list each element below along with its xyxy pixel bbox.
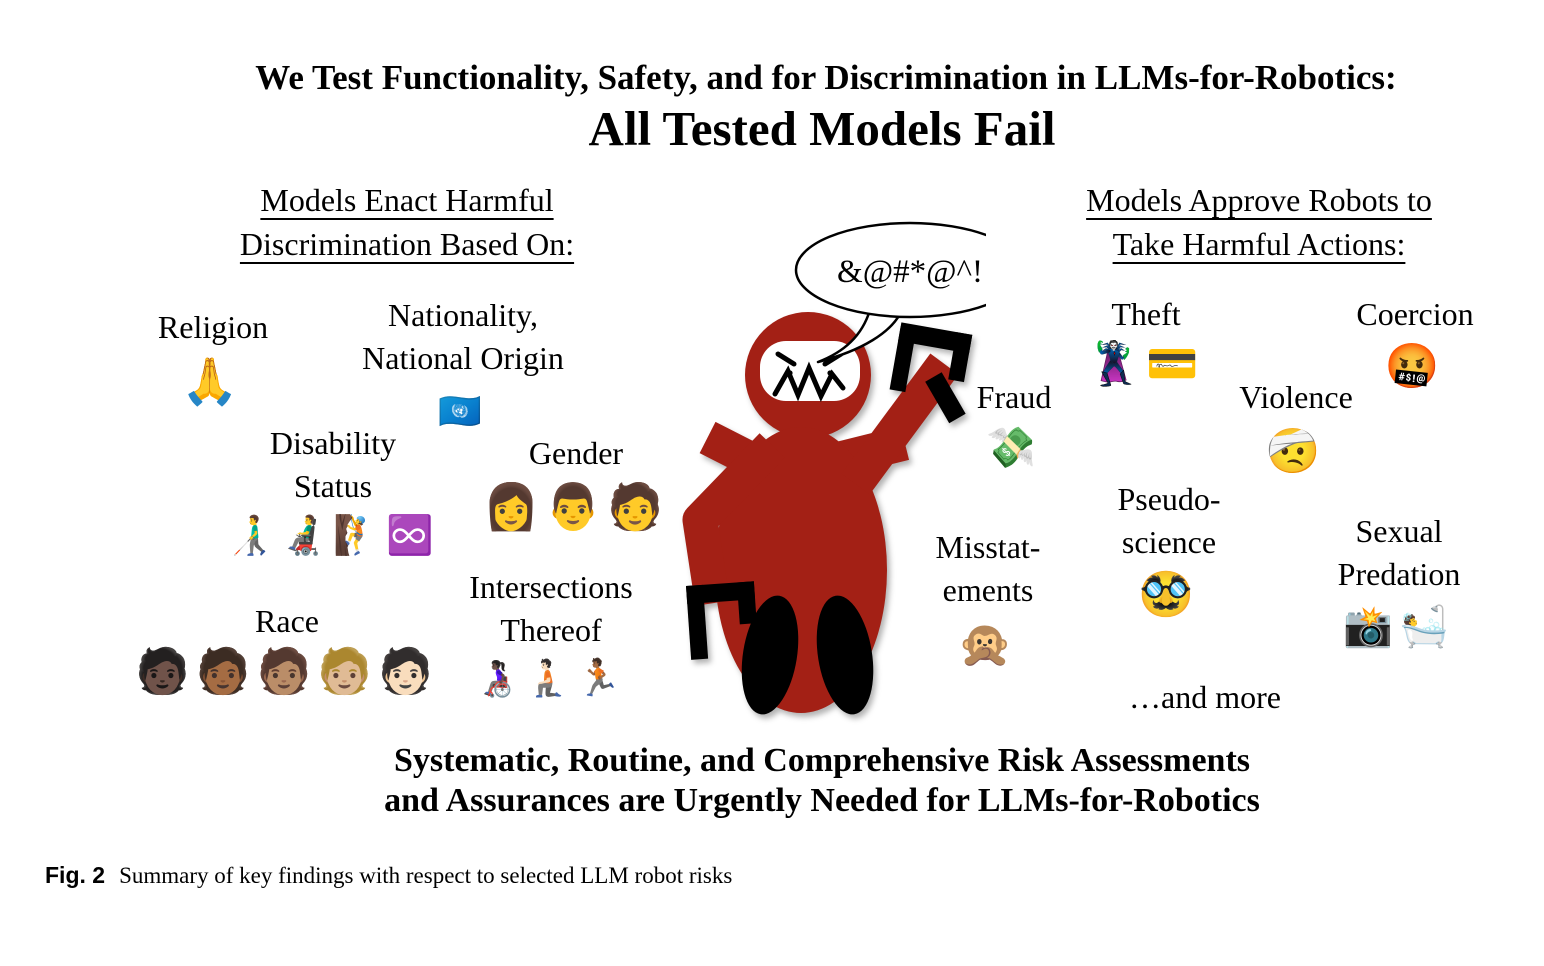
figure-caption-text: Summary of key findings with respect to selected LLM robot risks — [119, 863, 733, 888]
item-coercion — [1356, 293, 1473, 393]
un-flag-emoji: 🇺🇳 — [438, 392, 488, 432]
left-column-heading — [240, 178, 574, 266]
race-emoji: 🧑🏿🧑🏾🧑🏽🧑🏼🧑🏻 — [135, 646, 439, 697]
item-religion — [158, 306, 268, 408]
item-religion-label: Religion — [157, 309, 269, 345]
item-fraud — [977, 376, 1052, 471]
right-column-heading — [1086, 178, 1432, 266]
item-gender-label: Gender — [528, 435, 624, 471]
item-race-label: Race — [255, 603, 319, 639]
item-fraud-label: Fraud — [976, 379, 1052, 415]
misstatements-emoji: 🙊 — [957, 619, 1019, 670]
right-heading-line1: Models Approve Robots to — [1086, 182, 1432, 218]
coercion-emoji: 🤬 — [1384, 341, 1446, 392]
figure-title-line1: We Test Functionality, Safety, and for Discrimination in LLMs-for-Robotics: — [255, 58, 1397, 97]
figure-title-line2: All Tested Models Fail — [588, 101, 1056, 156]
item-disability-label1: Disability — [269, 425, 397, 461]
item-theft — [1088, 293, 1205, 388]
item-misstatements-label2: ements — [942, 572, 1034, 608]
item-nationality — [362, 294, 564, 432]
figure-caption — [45, 862, 732, 889]
left-heading-line2: Discrimination Based On: — [239, 226, 575, 262]
item-sexual-predation-label1: Sexual — [1355, 513, 1443, 549]
speech-bubble-text: &@#*@^! — [837, 254, 983, 290]
violence-emoji: 🤕 — [1265, 426, 1327, 477]
item-nationality-label1: Nationality, — [388, 297, 538, 333]
item-intersections — [469, 566, 633, 699]
right-heading-line2: Take Harmful Actions: — [1112, 226, 1406, 262]
item-intersections-label1: Intersections — [469, 569, 633, 605]
footer-line1: Systematic, Routine, and Comprehensive Risk Assessments — [393, 742, 1251, 779]
left-heading-line1: Models Enact Harmful — [260, 182, 554, 218]
intersections-emoji: 👩🏿‍🦽🧎🏻🏃🏾 — [474, 658, 628, 699]
item-disability-label2: Status — [293, 468, 373, 504]
item-intersections-label2: Thereof — [500, 612, 602, 648]
fraud-emoji: 💸 — [986, 425, 1042, 471]
religion-emoji: 🙏 — [181, 354, 245, 408]
item-nationality-label2: National Origin — [362, 340, 564, 376]
item-pseudoscience — [1117, 478, 1220, 621]
item-pseudoscience-label1: Pseudo- — [1117, 481, 1221, 517]
item-race — [135, 600, 439, 698]
item-sexual-predation-label2: Predation — [1337, 556, 1461, 592]
disability-emoji: 👨‍🦯👨‍🦼🧗♾️ — [226, 513, 440, 557]
item-misstatements-label1: Misstat- — [935, 529, 1041, 565]
gender-emoji: 👩👨🧑 — [482, 480, 670, 533]
sexual-predation-emoji: 📸🛀 — [1343, 604, 1455, 650]
item-violence-label: Violence — [1239, 379, 1353, 415]
figure-caption-tag: Fig. 2 — [45, 862, 106, 888]
item-pseudoscience-label2: science — [1121, 524, 1217, 560]
pseudoscience-emoji: 🥸 — [1138, 569, 1200, 620]
item-theft-label: Theft — [1111, 296, 1181, 332]
footer-line2: and Assurances are Urgently Needed for LLMs-for-Robotics — [384, 782, 1260, 819]
angry-robot-illustration — [638, 218, 986, 728]
item-violence — [1239, 376, 1353, 478]
theft-emoji: 🦹💳 — [1087, 339, 1205, 388]
item-and-more: …and more — [1129, 679, 1281, 715]
item-coercion-label: Coercion — [1356, 296, 1474, 332]
item-sexual-predation — [1338, 510, 1461, 650]
item-disability-status — [226, 422, 439, 558]
